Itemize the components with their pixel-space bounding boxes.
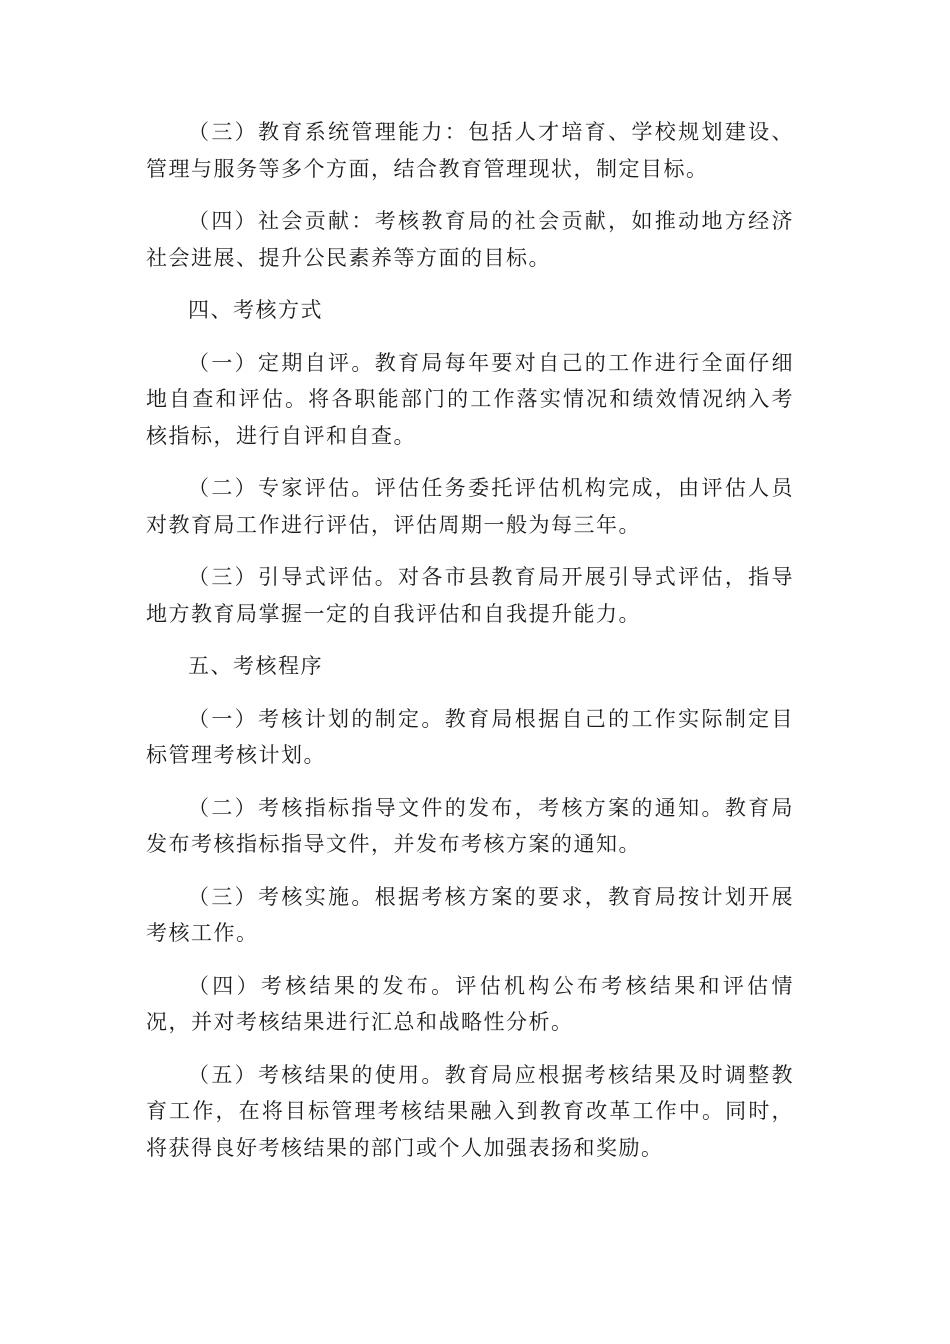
paragraph-guided-evaluation: （三）引导式评估。对各市县教育局开展引导式评估，指导地方教育局掌握一定的自我评估和自我提升能力。 xyxy=(146,565,794,626)
paragraph-guidance-release: （二）考核指标指导文件的发布，考核方案的通知。教育局发布考核指标指导文件，并发布考核方案的通知。 xyxy=(146,795,794,856)
section-heading-assessment-methods: 四、考核方式 xyxy=(188,298,323,322)
paragraph-plan-formulation: （一）考核计划的制定。教育局根据自己的工作实际制定目标管理考核计划。 xyxy=(146,706,794,767)
paragraph-results-usage: （五）考核结果的使用。教育局应根据考核结果及时调整教育工作，在将目标管理考核结果融入到教育改革工作中。同时，将获得良好考核结果的部门或个人加强表扬和奖励。 xyxy=(146,1062,794,1160)
paragraph-results-release: （四）考核结果的发布。评估机构公布考核结果和评估情况，并对考核结果进行汇总和战略性分析。 xyxy=(146,973,794,1034)
paragraph-expert-evaluation: （二）专家评估。评估任务委托评估机构完成，由评估人员对教育局工作进行评估，评估周期一般为每三年。 xyxy=(146,476,794,537)
document-body xyxy=(146,114,794,1166)
paragraph-social-contribution: （四）社会贡献：考核教育局的社会贡献，如推动地方经济社会进展、提升公民素养等方面的目标。 xyxy=(146,209,794,270)
section-heading-assessment-procedure: 五、考核程序 xyxy=(188,654,323,678)
paragraph-implementation: （三）考核实施。根据考核方案的要求，教育局按计划开展考核工作。 xyxy=(146,884,794,945)
paragraph-management-capability: （三）教育系统管理能力：包括人才培育、学校规划建设、管理与服务等多个方面，结合教育管理现状，制定目标。 xyxy=(146,120,794,181)
paragraph-self-evaluation: （一）定期自评。教育局每年要对自己的工作进行全面仔细地自查和评估。将各职能部门的工作落实情况和绩效情况纳入考核指标，进行自评和自查。 xyxy=(146,350,794,448)
